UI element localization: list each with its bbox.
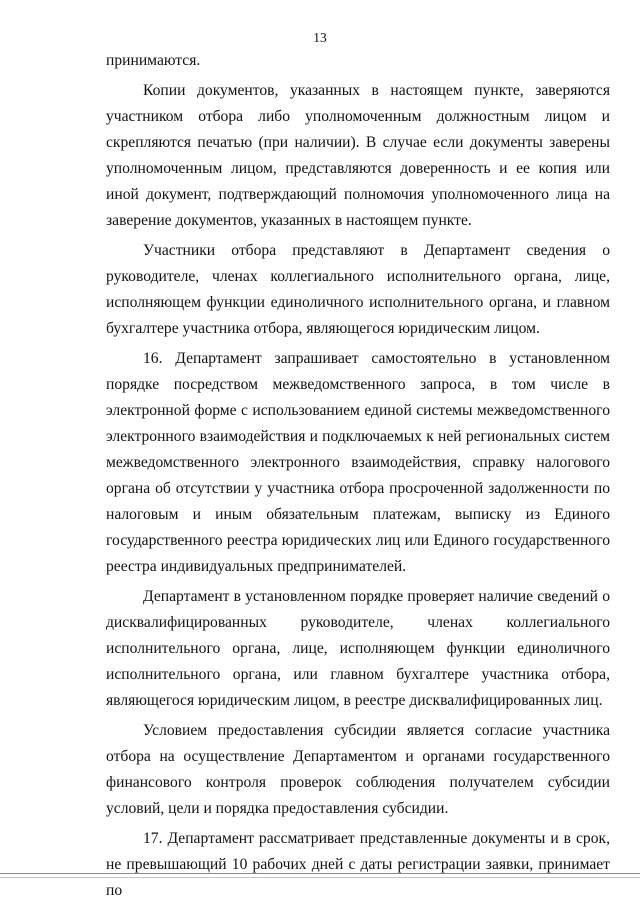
paragraph-subsidy-condition: Условием предоставления субсидии является согласие участника отбора на осуществление Департаментом и органами государственного финансового контроля проверок соблюдения получателем субсидии условий, цели и порядка предоставления субсидии. <box>106 721 610 818</box>
paragraph-item-16: 16. Департамент запрашивает самостоятельно в установленном порядке посредством межведомственного запроса, в том числе в электронной форме с использованием единой системы межведомственного электронного взаимодействия и подключаемых к ней региональных систем межведомственного электронного взаимодействия, справку налогового органа об отсутствии у участника отбора просроченной задолженности по налоговым и иным обязательным платежам, выписку из Единого государственного реестра юридических лиц или Единого государственного реестра индивидуальных предпринимателей. <box>106 349 610 576</box>
paragraph-participants-information: Участники отбора представляют в Департамент сведения о руководителе, членах коллегиального исполнительного органа, лице, исполняющем функции единоличного исполнительного органа, и главном бухгалтере участника отбора, являющегося юридическим лицом. <box>106 241 610 337</box>
paragraph-item-17: 17. Департамент рассматривает представленные документы и в срок, не превышающий 10 рабочих дней с даты регистрации заявки, принимает по <box>106 829 610 899</box>
scan-edge-line-secondary <box>0 877 640 878</box>
scan-edge-line <box>0 873 640 874</box>
page-number: 13 <box>313 30 327 45</box>
paragraph-copies-certification: Копии документов, указанных в настоящем пункте, заверяются участником отбора либо уполномоченным должностным лицом и скрепляются печатью (при наличии). В случае если документы заверены уполномоченным лицом, представляются доверенность и ее копия или иной документ, подтверждающий полномочия уполномоченного лица на заверение документов, указанных в настоящем пункте. <box>106 81 610 230</box>
paragraph-continuation: принимаются. <box>106 52 201 69</box>
paragraph-disqualified-check: Департамент в установленном порядке проверяет наличие сведений о дисквалифицированных руководителе, членах коллегиального исполнительного органа, лице, исполняющем функции единоличного исполнительного органа, или главном бухгалтере участника отбора, являющегося юридическим лицом, в реестре дисквалифицированных лиц. <box>106 587 610 710</box>
document-body <box>106 48 610 908</box>
